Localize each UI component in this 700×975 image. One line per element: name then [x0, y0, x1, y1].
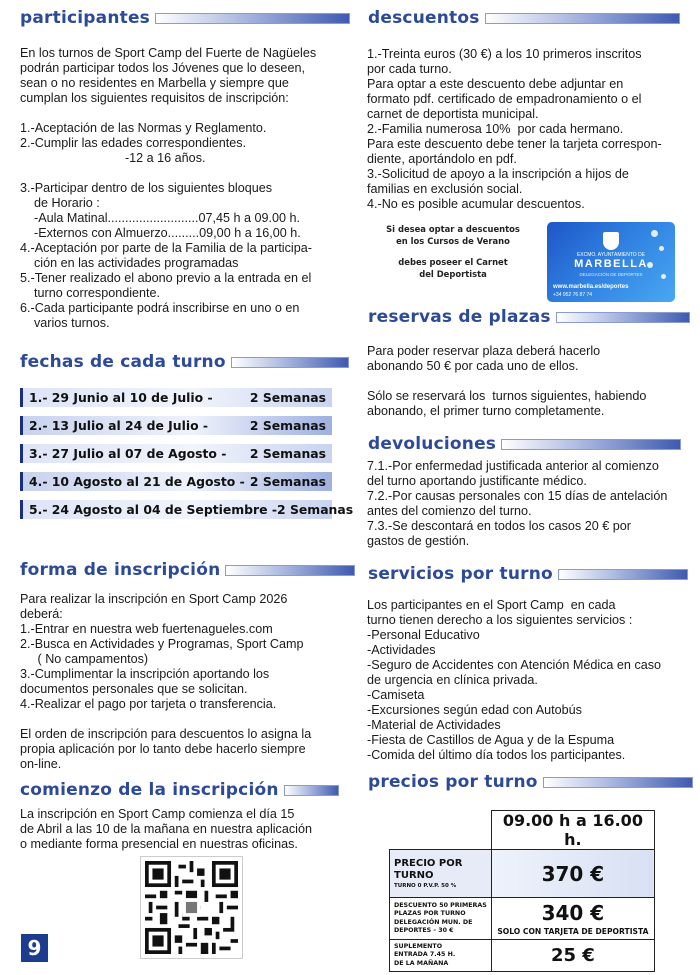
- price-value: [491, 850, 654, 898]
- promo-text: debes poseer el Carnet del Deportista: [398, 257, 508, 279]
- price-label: [390, 898, 492, 940]
- heading-bar: [485, 13, 680, 24]
- athlete-figure: [659, 246, 664, 251]
- turno-dates: 4.- 10 Agosto al 21 de Agosto -: [29, 474, 245, 489]
- section-title: participantes: [20, 8, 151, 28]
- descuentos-text: 1.-Treinta euros (30 €) a los 10 primeros inscritos por cada turno. Para optar a este descuento debe adjuntar en formato pdf. certificado de empadronamiento o el carnet de deportista municipal. 2.-Familia numerosa 10% por cada hermano. Para este descuento debe tener la tarjeta correspon- diente, aportándolo en pdf. 3.-Solicitud de apoyo a la inscripción a hijos de familias en exclusión social. 4.-No es posible acumular descuentos.: [367, 47, 662, 211]
- card-url: www.marbella.es/deportes: [553, 284, 629, 290]
- turno-dates: 5.- 24 Agosto al 04 de Septiembre -2 Semanas: [29, 502, 354, 517]
- heading-bar: [556, 312, 690, 323]
- price-value: [491, 940, 654, 972]
- turno-weeks: 2 Semanas: [249, 418, 326, 433]
- participantes-text: En los turnos de Sport Camp del Fuerte de Nagüeles podrán participar todos los Jóvenes que lo deseen, sean o no residentes en Marbella y siempre que cumplan los siguientes requisitos de inscripción: 1.-Aceptación de las Normas y Reglamento. 2.-Cumplir las edades correspondientes. -12 a 16 años. 3.-Participar dentro de los siguientes bloques de Horario : -Aula Matinal..........................07,45 h a 09.00 h. -Externos con Almuerzo.........09,00 h a 16,00 h. 4.-Aceptación por parte de la Familia de la participa- ción en las actividades programadas 5.-Tener realizado el abono previo a la entrada en el turno correspondiente. 6.-Cada participante podrá inscribirse en uno o en varios turnos.: [20, 46, 317, 330]
- turno-row: [20, 444, 332, 463]
- servicios-heading: [368, 564, 688, 584]
- devoluciones-text: 7.1.-Por enfermedad justificada anterior al comienzo del turno aportando justificante médico. 7.2.-Por causas personales con 15 días de antelación antes del comienzo del turno. 7.3.-Se descontará en todos los casos 20 € por gastos de gestión.: [367, 459, 668, 548]
- comienzo-heading: [20, 780, 339, 800]
- marbella-crest-icon: [603, 232, 619, 250]
- qr-code-icon: [145, 861, 238, 954]
- card-city: MARBELLA: [574, 258, 648, 270]
- heading-bar: [501, 439, 681, 450]
- price-label-note: TURNO 0 P.V.P. 50 %: [394, 883, 457, 889]
- devoluciones-heading: [368, 434, 681, 454]
- turno-row: [20, 416, 332, 435]
- descuentos-heading: [368, 8, 680, 28]
- turno-row: [20, 472, 332, 491]
- turno-dates: 1.- 29 Junio al 10 de Julio -: [29, 390, 213, 405]
- section-title: descuentos: [368, 8, 480, 28]
- participantes-heading: [20, 8, 350, 28]
- card-text: DELEGACIÓN DE DEPORTES: [579, 272, 643, 277]
- price-label-text: DESCUENTO 50 PRIMERAS PLAZAS POR TURNO DELEGACIÓN MUN. DE DEPORTES - 30 €: [394, 901, 487, 934]
- precios-heading: [368, 772, 693, 792]
- servicios-text: Los participantes en el Sport Camp en cada turno tienen derecho a los siguientes servicios : -Personal Educativo -Actividades -Seguro de Accidentes con Atención Médica en caso de urgencia en clínica privada. -Camiseta -Excursiones según edad con Autobús -Material de Actividades -Fiesta de Castillos de Agua y de la Espuma -Comida del último día todos los participantes.: [367, 598, 662, 762]
- promo-text: Si desea optar a descuentos en los Cursos de Verano: [386, 224, 520, 246]
- price-label-text: PRECIO POR TURNO: [394, 858, 463, 881]
- heading-bar: [558, 569, 688, 580]
- price-amount: 340 €: [541, 901, 605, 925]
- forma-heading: [20, 560, 355, 580]
- reservas-heading: [368, 307, 690, 327]
- price-value: [491, 898, 654, 940]
- empty-cell: [390, 811, 492, 850]
- price-table-header: 09.00 h a 16.00 h.: [491, 811, 654, 850]
- carnet-promo: [368, 224, 538, 280]
- section-title: reservas de plazas: [368, 307, 551, 327]
- section-title: comienzo de la inscripción: [20, 780, 279, 800]
- heading-bar: [543, 777, 693, 788]
- turno-weeks: 2 Semanas: [249, 474, 326, 489]
- section-title: forma de inscripción: [20, 560, 221, 580]
- athlete-figure: [651, 230, 658, 237]
- heading-bar: [155, 13, 350, 24]
- heading-bar: [284, 785, 339, 796]
- section-title: devoluciones: [368, 434, 497, 454]
- fechas-heading: [20, 352, 349, 372]
- turno-row: [20, 500, 354, 519]
- turno-dates: 2.- 13 Julio al 24 de Julio -: [29, 418, 209, 433]
- section-title: fechas de cada turno: [20, 352, 226, 372]
- reservas-text: Para poder reservar plaza deberá hacerlo abonando 50 € por cada uno de ellos. Sólo se reservará los turnos siguientes, habiendo abonando, el primer turno completamente.: [367, 344, 647, 418]
- card-phone: +34 952 76 87 74: [553, 292, 593, 298]
- price-note: SOLO CON TARJETA DE DEPORTISTA: [497, 927, 649, 936]
- price-label: [390, 850, 492, 898]
- price-label-text: SUPLEMENTO ENTRADA 7.45 H. DE LA MAÑANA: [394, 942, 456, 967]
- turno-dates: 3.- 27 Julio al 07 de Agosto -: [29, 446, 227, 461]
- section-title: servicios por turno: [368, 564, 553, 584]
- card-text: EXCMO. AYUNTAMIENTO DE: [576, 252, 646, 258]
- section-title: precios por turno: [368, 772, 538, 792]
- price-amount: 370 €: [541, 861, 605, 886]
- turno-row: [20, 388, 332, 407]
- forma-text: Para realizar la inscripción en Sport Camp 2026 deberá: 1.-Entrar en nuestra web fuertenagueles.com 2.-Busca en Actividades y Programas, Sport Camp ( No campamentos) 3.-Cumplimentar la inscripción aportando los documentos personales que se solicitan. 4.-Realizar el pago por tarjeta o transferencia. El orden de inscripción para descuentos lo asigna la propia aplicación por lo tanto debe hacerlo siempre on-line.: [20, 592, 312, 771]
- qr-code[interactable]: [140, 856, 243, 959]
- price-table: [389, 810, 655, 972]
- turno-weeks: 2 Semanas: [249, 446, 326, 461]
- page-number: 9: [21, 934, 48, 962]
- price-label: [390, 940, 492, 972]
- turno-weeks: 2 Semanas: [249, 390, 326, 405]
- heading-bar: [231, 357, 349, 368]
- comienzo-text: La inscripción en Sport Camp comienza el día 15 de Abril a las 10 de la mañana en nuestra aplicación o mediante forma presencial en nuestras oficinas.: [20, 807, 312, 851]
- price-amount: 25 €: [550, 945, 595, 966]
- deportista-card-image: [547, 222, 675, 302]
- heading-bar: [225, 565, 355, 576]
